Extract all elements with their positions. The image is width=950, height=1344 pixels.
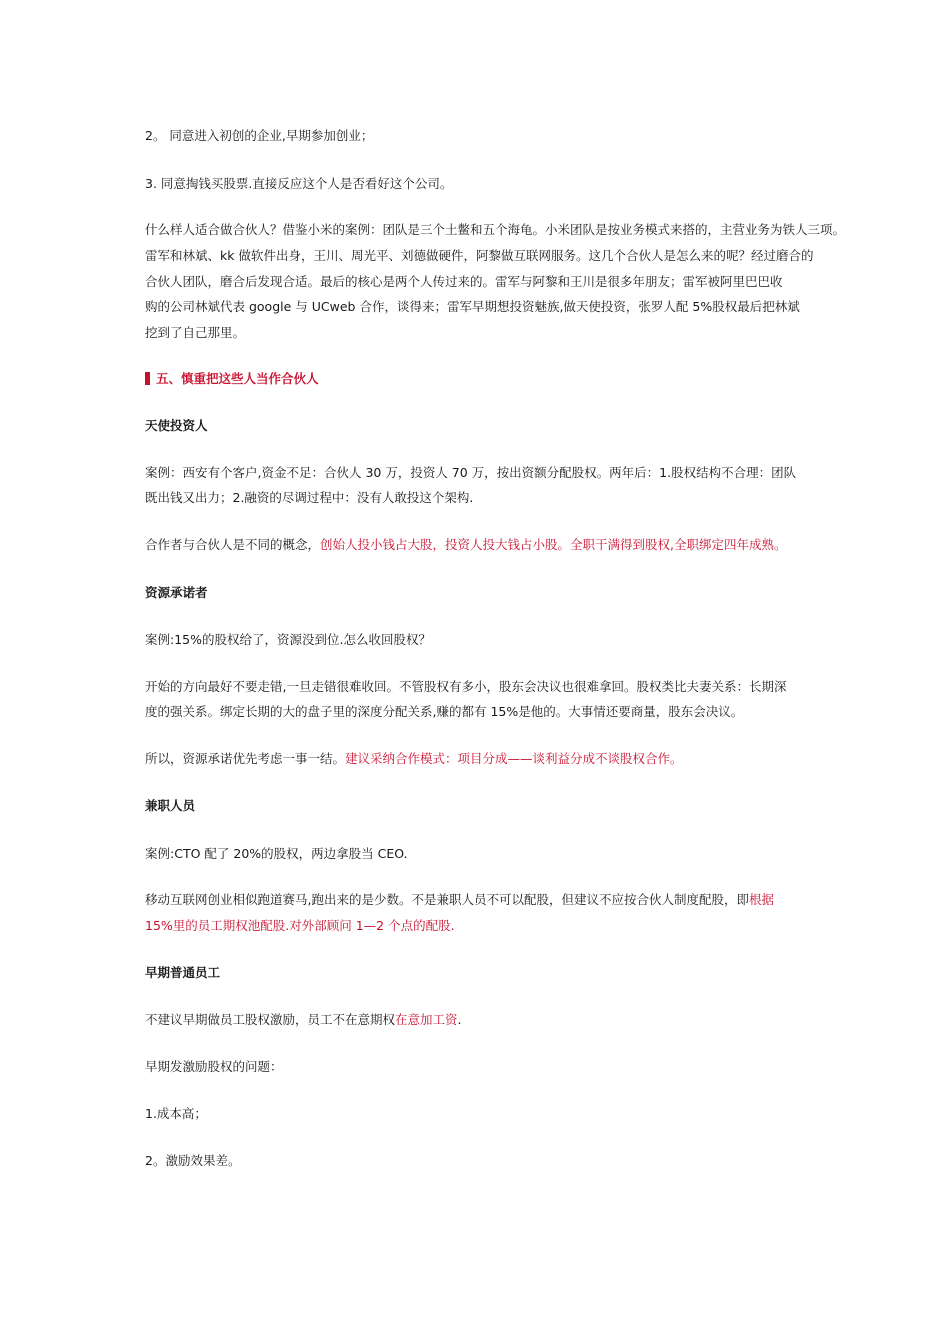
paragraph-line: 既出钱又出力；2.融资的尽调过程中：没有人敢投这个架构. bbox=[145, 490, 474, 505]
text-plain: . bbox=[457, 1012, 462, 1027]
paragraph-line: 开始的方向最好不要走错,一旦走错很难收回。不管股权有多小，股东会决议也很难拿回。股权类比夫妻关系：长期深 bbox=[145, 679, 787, 694]
paragraph-line: 合伙人团队，磨合后发现合适。最后的核心是两个人传过来的。雷军与阿黎和王川是很多年朋友；雷军被阿里巴巴收 bbox=[145, 274, 783, 289]
paragraph-line: 什么样人适合做合伙人？借鉴小米的案例：团队是三个土鳖和五个海龟。小米团队是按业务模式来搭的，主营业务为铁人三项。 bbox=[145, 222, 846, 237]
subheading-resource-provider: 资源承诺者 bbox=[145, 585, 208, 600]
text-highlight: 在意加工资 bbox=[395, 1012, 458, 1027]
text-highlight: 根据 bbox=[748, 892, 774, 907]
text-highlight: 建议采纳合作模式：项目分成——谈利益分成不谈股权合作。 bbox=[345, 751, 683, 766]
list-item: 1.成本高； bbox=[145, 1106, 207, 1121]
subheading-early-employees: 早期普通员工 bbox=[145, 965, 221, 980]
text-highlight: 创始人投小钱占大股，投资人投大钱占小股。全职干满得到股权,全职绑定四年成熟。 bbox=[320, 537, 787, 552]
text-plain: 合作者与合伙人是不同的概念， bbox=[145, 537, 321, 552]
text-plain: 不建议早期做员工股权激励，员工不在意期权 bbox=[145, 1012, 396, 1027]
paragraph-line bbox=[145, 537, 787, 553]
list-item-3: 3. 同意掏钱买股票.直接反应这个人是否看好这个公司。 bbox=[145, 176, 453, 191]
list-item: 2。激励效果差。 bbox=[145, 1153, 241, 1168]
paragraph-line: 购的公司林斌代表 google 与 UCweb 合作，谈得来；雷军早期想投资魅族,做天使投资，张罗人配 5%股权最后把林斌 bbox=[145, 299, 800, 314]
subheading-part-time: 兼职人员 bbox=[145, 798, 196, 813]
paragraph-line: 度的强关系。绑定长期的大的盘子里的深度分配关系,赚的都有 15%是他的。大事情还要商量，股东会决议。 bbox=[145, 704, 744, 719]
text-plain: 移动互联网创业相似跑道赛马,跑出来的是少数。不是兼职人员不可以配股，但建议不应按合伙人制度配股，即 bbox=[145, 892, 749, 907]
subheading-angel-investor: 天使投资人 bbox=[145, 418, 208, 433]
paragraph-line bbox=[145, 1012, 462, 1028]
paragraph-line: 案例:CTO 配了 20%的股权，两边拿股当 CEO. bbox=[145, 846, 408, 861]
paragraph-line-highlight: 15%里的员工期权池配股.对外部顾问 1—2 个点的配股. bbox=[145, 918, 455, 933]
paragraph-line: 早期发激励股权的问题： bbox=[145, 1059, 283, 1074]
paragraph-line: 挖到了自己那里。 bbox=[145, 325, 246, 340]
text-plain: 所以，资源承诺优先考虑一事一结。 bbox=[145, 751, 346, 766]
paragraph-line: 案例：西安有个客户,资金不足：合伙人 30 万，投资人 70 万，按出资额分配股权。两年后：1.股权结构不合理：团队 bbox=[145, 465, 797, 480]
section-marker bbox=[145, 372, 150, 385]
section-heading bbox=[145, 371, 319, 387]
paragraph-line bbox=[145, 892, 774, 908]
section-heading-text: 五、慎重把这些人当作合伙人 bbox=[156, 371, 319, 386]
list-item-2: 2。 同意进入初创的企业,早期参加创业； bbox=[145, 128, 374, 143]
paragraph-line bbox=[145, 751, 683, 767]
paragraph-line: 雷军和林斌、kk 做软件出身，王川、周光平、刘德做硬件，阿黎做互联网服务。这几个合伙人是怎么来的呢？经过磨合的 bbox=[145, 248, 814, 263]
paragraph-line: 案例:15%的股权给了，资源没到位.怎么收回股权？ bbox=[145, 632, 431, 647]
